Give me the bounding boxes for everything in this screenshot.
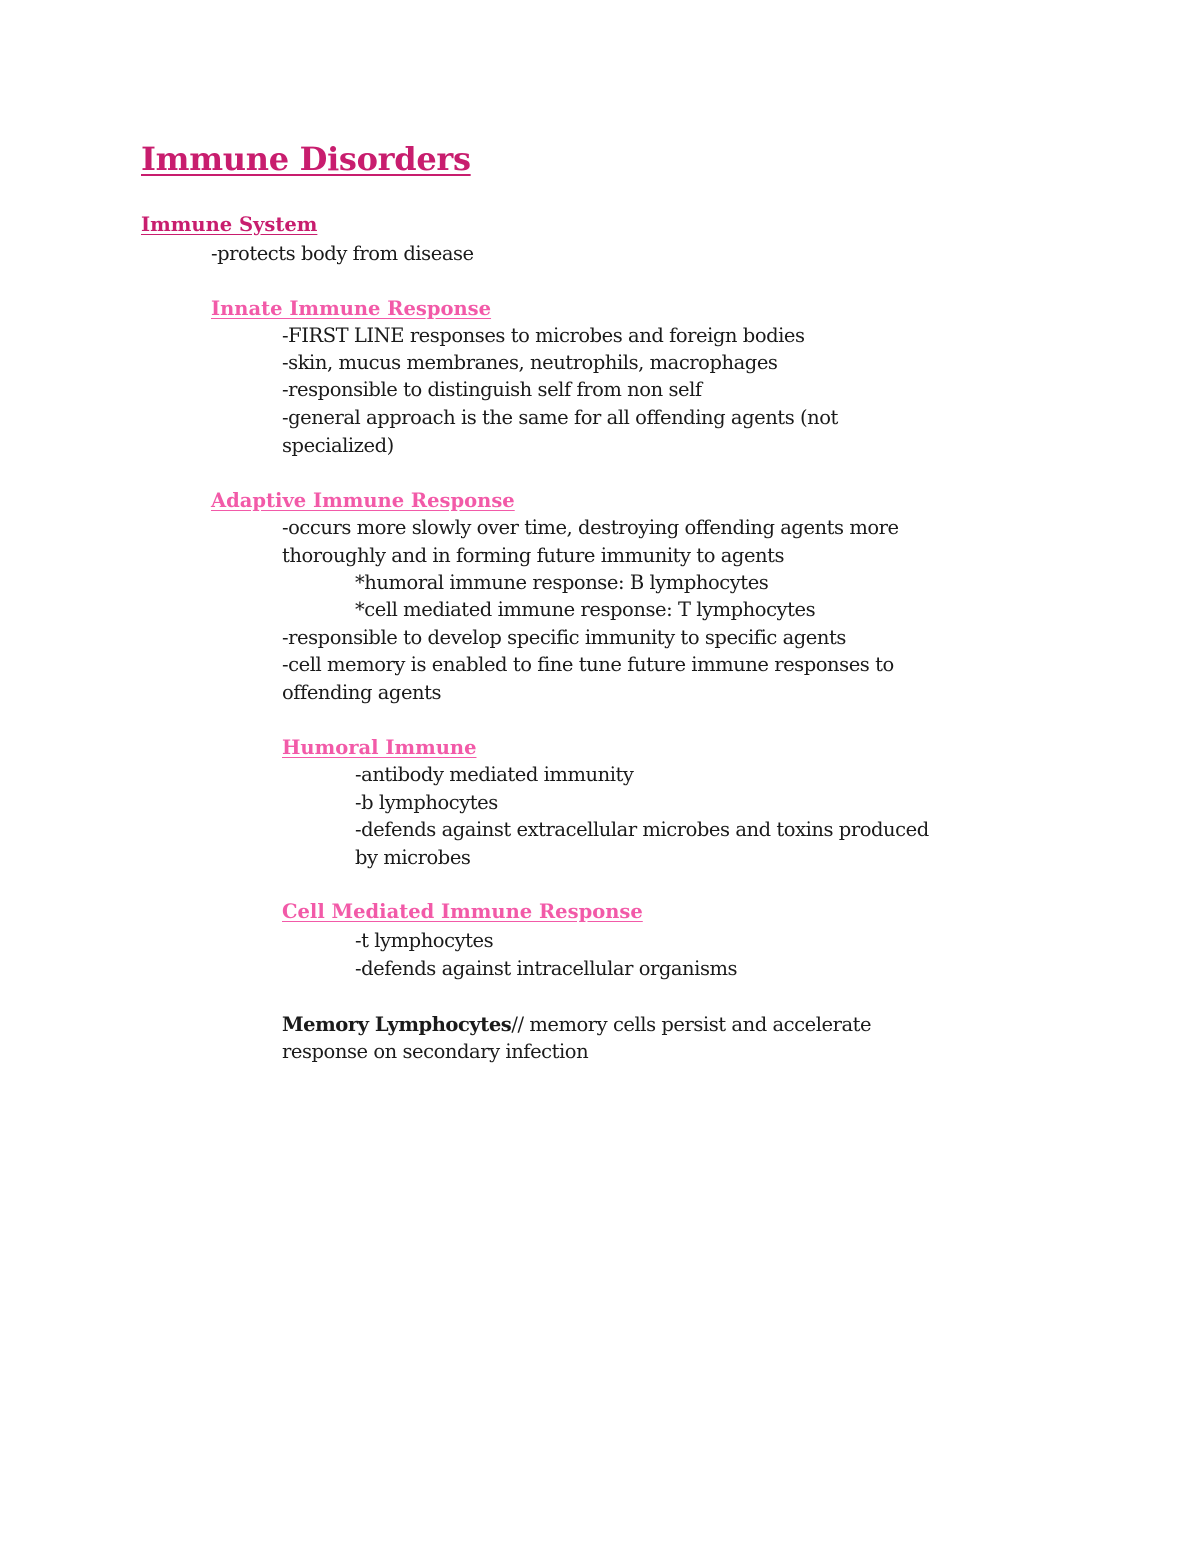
- adaptive-line: thoroughly and in forming future immunity to agents: [282, 544, 785, 567]
- humoral-line: -defends against extracellular microbes and toxins produced: [355, 818, 929, 841]
- innate-heading: Innate Immune Response: [211, 297, 492, 320]
- innate-line: -general approach is the same for all offending agents (not: [282, 406, 838, 429]
- innate-line: -FIRST LINE responses to microbes and foreign bodies: [282, 324, 805, 347]
- adaptive-line: -cell memory is enabled to fine tune future immune responses to: [282, 653, 894, 676]
- memory-line: [282, 1011, 871, 1039]
- adaptive-line: -occurs more slowly over time, destroying offending agents more: [282, 516, 899, 539]
- humoral-line: by microbes: [355, 846, 471, 869]
- innate-line: -responsible to distinguish self from non self: [282, 378, 702, 401]
- cell-mediated-heading: Cell Mediated Immune Response: [282, 900, 643, 923]
- memory-continuation: response on secondary infection: [282, 1040, 589, 1063]
- memory-definition: // memory cells persist and accelerate: [511, 1013, 872, 1036]
- page-title: Immune Disorders: [141, 140, 471, 178]
- adaptive-sub-line: *humoral immune response: B lymphocytes: [355, 571, 769, 594]
- adaptive-heading: Adaptive Immune Response: [211, 489, 515, 512]
- cell-mediated-line: -defends against intracellular organisms: [355, 957, 738, 980]
- immune-system-line: -protects body from disease: [211, 242, 474, 265]
- immune-system-heading: Immune System: [141, 213, 318, 236]
- innate-line: specialized): [282, 434, 394, 457]
- adaptive-line: offending agents: [282, 681, 442, 704]
- innate-line: -skin, mucus membranes, neutrophils, macrophages: [282, 351, 778, 374]
- cell-mediated-line: -t lymphocytes: [355, 929, 494, 952]
- adaptive-sub-line: *cell mediated immune response: T lymphocytes: [355, 598, 816, 621]
- humoral-line: -antibody mediated immunity: [355, 763, 634, 786]
- humoral-heading: Humoral Immune: [282, 736, 477, 759]
- humoral-line: -b lymphocytes: [355, 791, 498, 814]
- adaptive-line: -responsible to develop specific immunity to specific agents: [282, 626, 846, 649]
- memory-term: Memory Lymphocytes: [282, 1013, 512, 1036]
